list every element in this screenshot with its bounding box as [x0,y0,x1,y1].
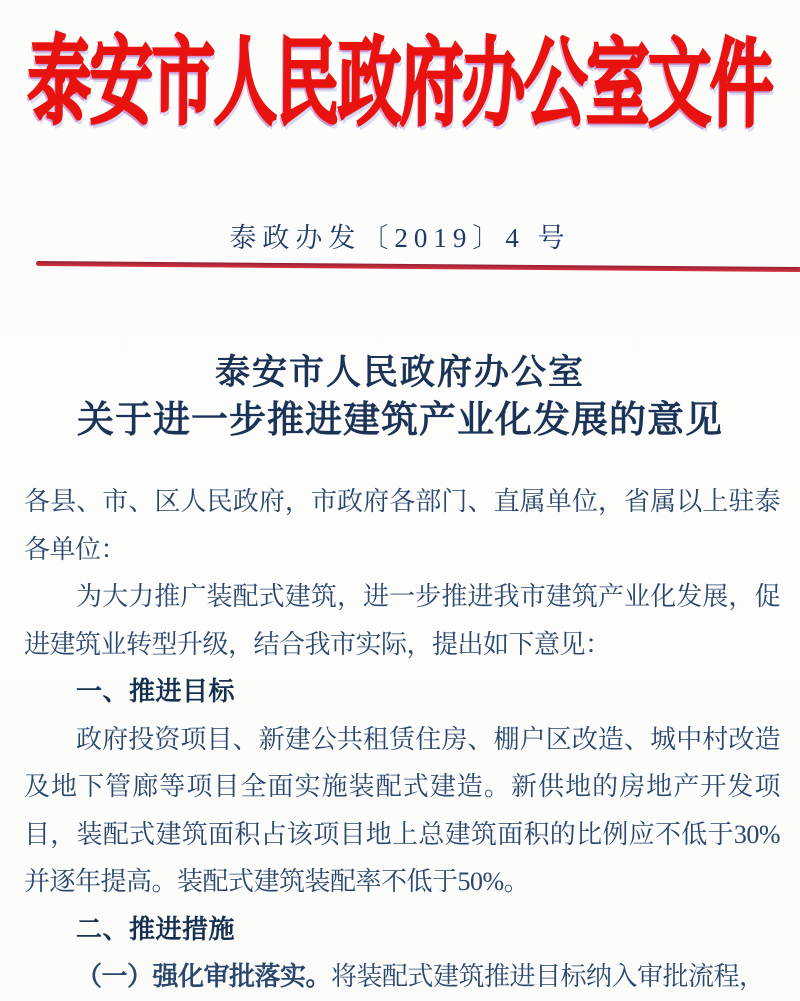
section-1-paragraph: 政府投资项目、新建公共租赁住房、棚户区改造、城中村改造及地下管廊等项目全面实施装配式建造。新供地的房地产开发项目，装配式建筑面积占该项目地上总建筑面积的比例应不低于30%并逐年提高。装配式建筑装配率不低于50%。 [24,724,780,896]
measure-1-text: 将装配式建筑推进目标纳入审批流程， [331,962,765,991]
agency-banner-title: 泰安市人民政府办公室文件 [27,27,773,139]
red-letterhead-banner [0,8,800,141]
document-title-line2: 关于进一步推进建筑产业化发展的意见 [77,400,723,441]
intro-paragraph: 为大力推广装配式建筑，进一步推进我市建筑产业化发展，促进建筑业转型升级，结合我市实际，提出如下意见： [24,582,780,659]
red-divider-rule [36,261,800,272]
document-title [0,350,800,446]
measure-1-paragraph [24,953,780,1001]
section-heading-1: 一、推进目标 [76,676,236,706]
section-heading-2: 二、推进措施 [76,913,236,944]
document-number: 泰政办发〔2019〕4 号 [229,223,571,253]
measure-1-lead: （一）强化审批落实。 [76,962,332,991]
document-body [24,478,780,1001]
document-title-line1: 泰安市人民政府办公室 [214,353,585,392]
salutation-paragraph: 各县、市、区人民政府，市政府各部门、直属单位，省属以上驻泰各单位： [24,487,780,564]
